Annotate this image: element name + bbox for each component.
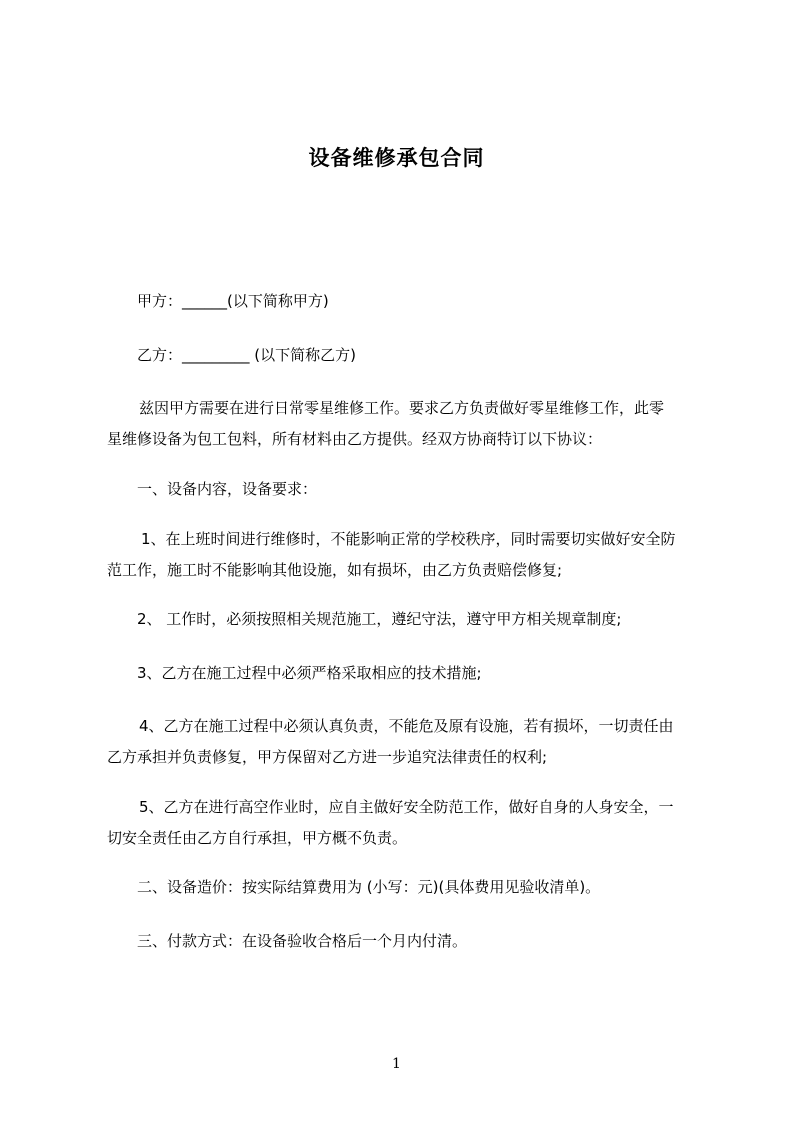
item-5-line-2: 切安全责任由乙方自行承担，甲方概不负责。 (107, 829, 408, 847)
page-number: 1 (392, 1056, 401, 1072)
section-1-heading-text: 一、设备内容，设备要求： (137, 480, 318, 498)
party-b-line (107, 340, 741, 371)
section-1-heading (107, 474, 741, 505)
item-5-paragraph (107, 792, 711, 854)
intro-line-1: 兹因甲方需要在进行日常零星维修工作。要求乙方负责做好零星维修工作，此零 (139, 399, 665, 417)
section-2-paragraph (107, 872, 741, 903)
intro-paragraph (107, 393, 711, 455)
document-title: 设备维修承包合同 (308, 146, 485, 170)
item-1-paragraph (107, 524, 711, 586)
party-b-text: 乙方：_________ (以下简称乙方) (137, 346, 356, 364)
item-4-paragraph (107, 711, 711, 773)
party-a-text: 甲方：______(以下简称甲方) (137, 292, 329, 310)
item-1-line-1: 1、在上班时间进行维修时，不能影响正常的学校秩序，同时需要切实做好安全防 (141, 530, 676, 548)
item-5-line-1: 5、乙方在进行高空作业时，应自主做好安全防范工作，做好自身的人身安全，一 (139, 798, 674, 816)
item-1-line-2: 范工作，施工时不能影响其他设施，如有损坏，由乙方负责赔偿修复; (107, 561, 563, 579)
intro-line-2: 星维修设备为包工包料，所有材料由乙方提供。经双方协商特订以下协议： (107, 430, 603, 448)
section-3-text: 三、付款方式：在设备验收合格后一个月内付清。 (137, 932, 468, 950)
party-a-line (107, 286, 741, 317)
item-2-paragraph (107, 604, 741, 635)
item-4-line-2: 乙方承担并负责修复，甲方保留对乙方进一步追究法律责任的权利; (107, 748, 548, 766)
item-3-text: 3、乙方在施工过程中必须严格采取相应的技术措施; (137, 664, 482, 682)
item-2-text: 2、 工作时，必须按照相关规范施工，遵纪守法，遵守甲方相关规章制度; (137, 610, 622, 628)
section-2-text: 二、设备造价：按实际结算费用为 (小写：元)(具体费用见验收清单)。 (137, 878, 601, 896)
item-4-line-1: 4、乙方在施工过程中必须认真负责，不能危及原有设施，若有损坏，一切责任由 (139, 717, 674, 735)
section-3-paragraph (107, 926, 741, 957)
item-3-paragraph (107, 658, 741, 689)
